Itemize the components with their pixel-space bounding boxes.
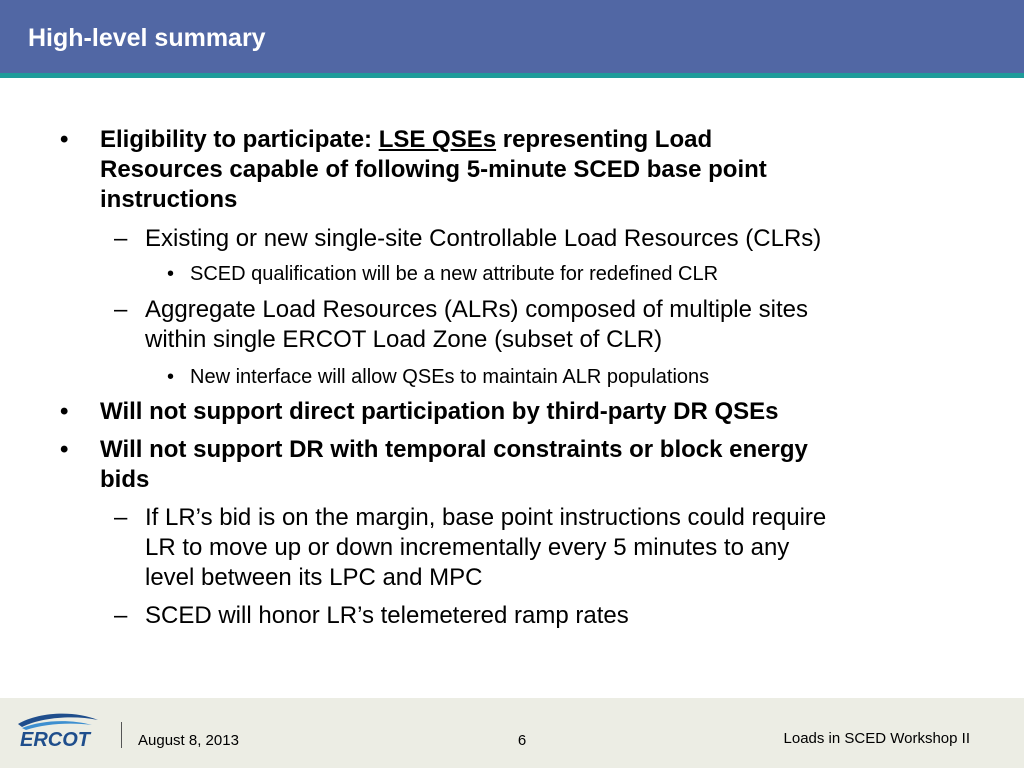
sub-sub-bullet-sced-qualification: SCED qualification will be a new attribute for redefined CLR: [190, 263, 719, 285]
sub-bullet-margin-line-3: level between its LPC and MPC: [145, 564, 483, 591]
dash-marker: –: [114, 296, 128, 323]
footer: [0, 698, 1024, 768]
sub-bullet-alrs-line-2: within single ERCOT Load Zone (subset of CLR): [145, 326, 663, 353]
page-number: 6: [517, 732, 527, 749]
sub-bullet-ramp-rates: SCED will honor LR’s telemetered ramp rates: [145, 602, 629, 629]
bullet-no-temporal-line-2: bids: [100, 466, 150, 493]
dash-marker: –: [114, 504, 128, 531]
ercot-logo-icon: [12, 710, 104, 750]
dash-marker: –: [114, 602, 128, 629]
sub-sub-bullet-new-interface: New interface will allow QSEs to maintain ALR populations: [190, 366, 710, 388]
eligibility-text: representing Load: [496, 126, 713, 153]
presentation-title: Loads in SCED Workshop II: [783, 730, 970, 747]
slide-title: High-level summary: [28, 24, 266, 52]
sub-bullet-clrs: Existing or new single-site Controllable Load Resources (CLRs): [145, 225, 822, 252]
lse-qses-link[interactable]: LSE QSEs: [378, 126, 497, 153]
sub-bullet-alrs-line-1: Aggregate Load Resources (ALRs) composed of multiple sites: [145, 296, 808, 323]
footer-date: August 8, 2013: [138, 732, 239, 749]
bullet-eligibility-line-2: Resources capable of following 5-minute SCED base point: [100, 156, 767, 183]
bullet-marker: •: [60, 126, 69, 153]
sub-bullet-margin-line-2: LR to move up or down incrementally every 5 minutes to any: [145, 534, 790, 561]
sub-bullet-margin-line-1: If LR’s bid is on the margin, base point instructions could require: [145, 504, 827, 531]
bullet-no-third-party: Will not support direct participation by third-party DR QSEs: [100, 398, 779, 425]
footer-divider: [121, 722, 122, 748]
logo-text: ERCOT: [20, 729, 90, 750]
bullet-marker: •: [60, 436, 69, 463]
eligibility-label: Eligibility to participate:: [100, 126, 379, 153]
small-bullet-marker: •: [167, 366, 175, 388]
bullet-eligibility-line-1: [100, 125, 712, 155]
small-bullet-marker: •: [167, 263, 175, 285]
dash-marker: –: [114, 225, 128, 252]
bullet-marker: •: [60, 398, 69, 425]
header-rule: [0, 73, 1024, 78]
bullet-no-temporal-line-1: Will not support DR with temporal constraints or block energy: [100, 436, 808, 463]
bullet-eligibility-line-3: instructions: [100, 186, 238, 213]
